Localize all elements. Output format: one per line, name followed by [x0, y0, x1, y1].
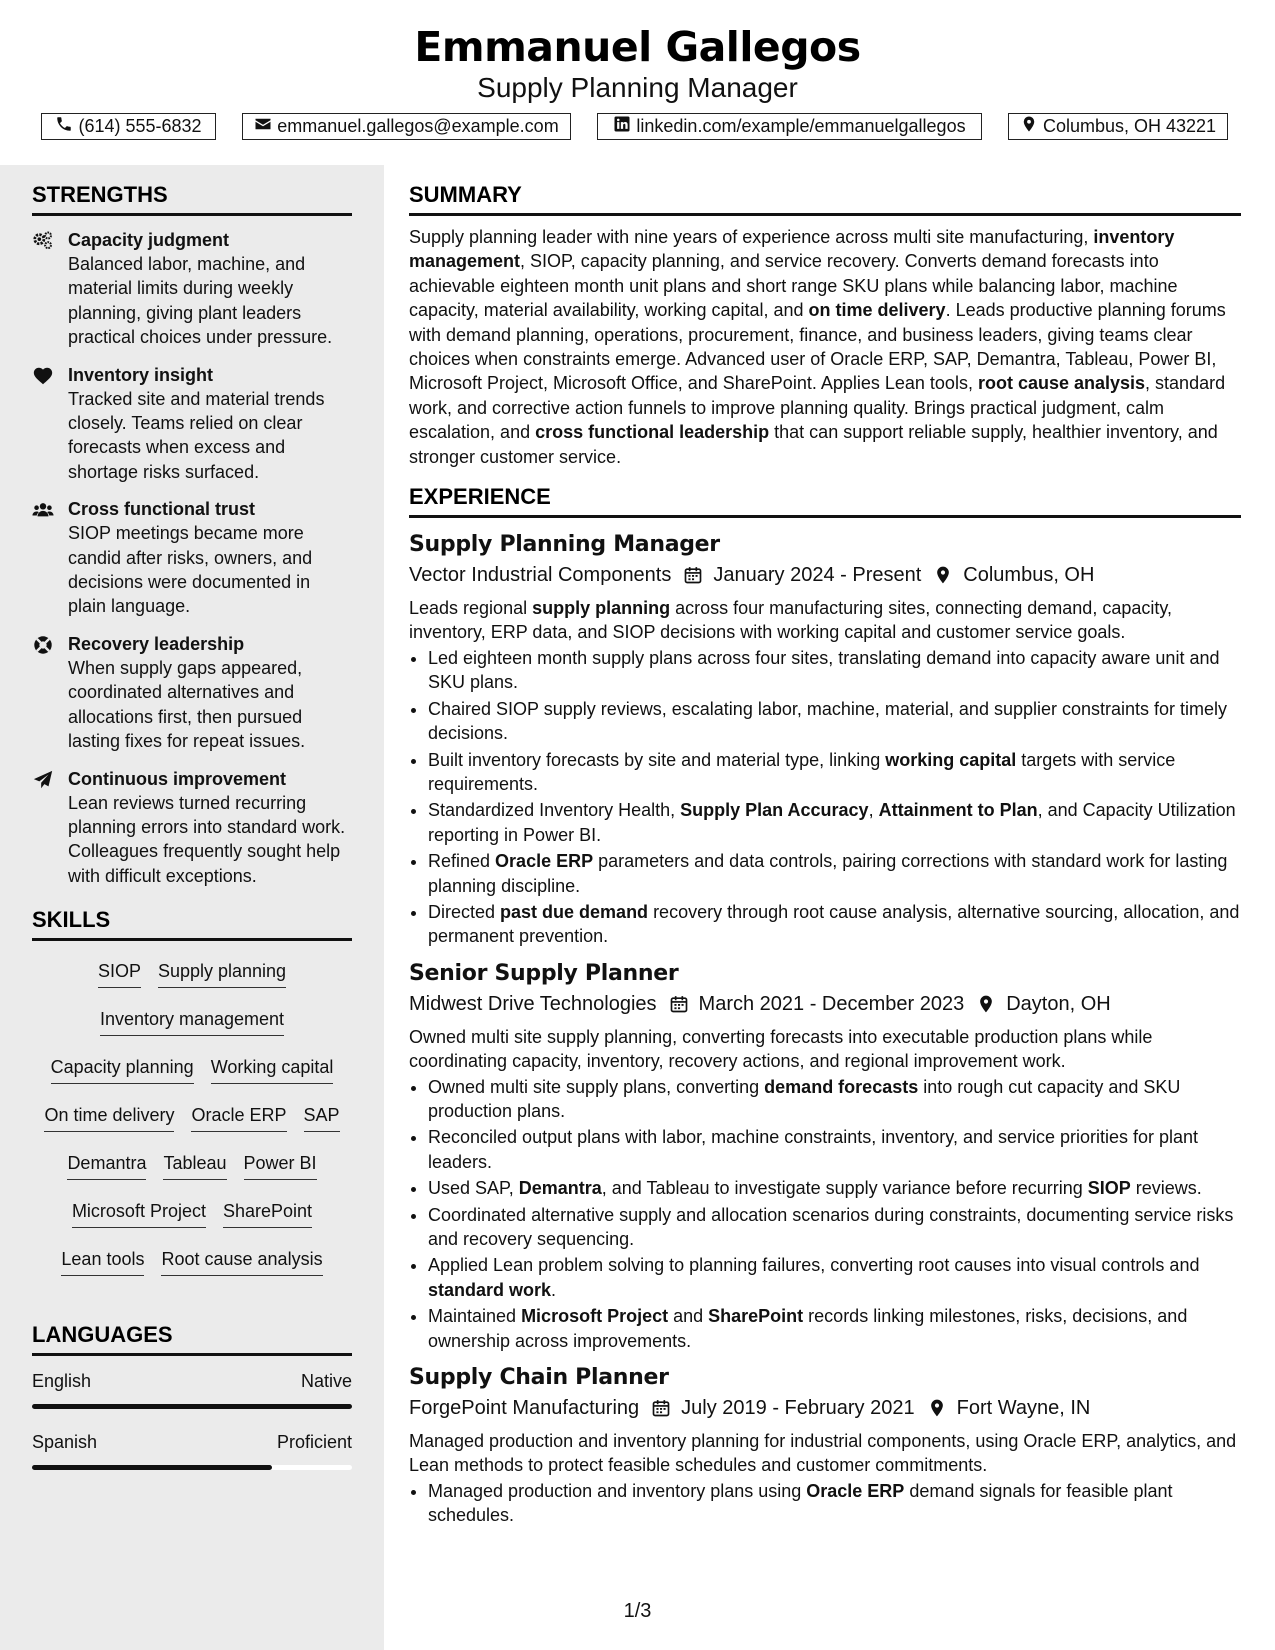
skill-tag: On time delivery [44, 1102, 174, 1132]
paper-plane-icon [32, 769, 54, 791]
language-proficiency-bar [32, 1404, 352, 1409]
job-bullet: • Coordinated alternative supply and allocation scenarios during constraints, documenting service risks and recovery sequencing. [428, 1203, 1241, 1252]
language-proficiency-bar [32, 1465, 352, 1470]
job-entry [409, 530, 1241, 949]
company-name: Midwest Drive Technologies [409, 992, 657, 1015]
job-bullets [409, 646, 1241, 949]
job-bullet: • Maintained Microsoft Project and SharePoint records linking milestones, risks, decisions, and ownership across improvements. [428, 1304, 1241, 1353]
language-item [32, 1429, 352, 1470]
language-level: Proficient [276, 1432, 352, 1453]
skills-list [32, 949, 352, 1285]
job-bullet: • Used SAP, Demantra, and Tableau to investigate supply variance before recurring SIOP reviews. [428, 1176, 1241, 1200]
linkedin-url: linkedin.com/example/emmanuelgallegos [636, 116, 966, 136]
summary-text: Supply planning leader with nine years of experience across multi site manufacturing, inventory management, SIOP, capacity planning, and service recovery. Converts demand forecasts into achievable eighteen month unit plans and short range SKU plans while balancing labor, machine capacity, material availability, working capital, and on time delivery. Leads productive planning forums with demand planning, operations, procurement, finance, and business leaders, giving teams clear choices when constraints emerge. Advanced user of Oracle ERP, SAP, Demantra, Tableau, Power BI, Microsoft Project, Microsoft Office, and SharePoint. Applies Lean tools, root cause analysis, standard work, and corrective action funnels to improve planning quality. Brings practical judgment, calm escalation, and cross functional leadership that can support reliable supply, healthier inventory, and stronger customer service. [409, 227, 1226, 467]
company-name: ForgePoint Manufacturing [409, 1397, 640, 1420]
skill-tag: Inventory management [100, 1006, 284, 1036]
page-number: 1/3 [623, 1600, 652, 1622]
phone-icon [55, 115, 73, 138]
users-icon [32, 499, 54, 521]
language-name: English [32, 1371, 92, 1392]
experience-list [409, 530, 1241, 1528]
main-content [409, 181, 1241, 1538]
job-intro: Managed production and inventory planning for industrial components, using Oracle ERP, analytics, and Lean methods to protect feasible schedules and customer commitments. [409, 1431, 1237, 1476]
job-location: Fort Wayne, IN [956, 1397, 1091, 1420]
experience-heading: EXPERIENCE [409, 483, 1241, 518]
skill-tag: Power BI [244, 1150, 317, 1180]
email-contact[interactable] [242, 113, 571, 140]
location-contact [1008, 113, 1228, 140]
job-bullets [409, 1075, 1241, 1353]
job-bullet: • Directed past due demand recovery through root cause analysis, alternative sourcing, allocation, and permanent prevention. [428, 900, 1241, 949]
job-title: Supply Chain Planner [409, 1365, 669, 1391]
email-address: emmanuel.gallegos@example.com [277, 116, 559, 136]
heart-icon [32, 365, 54, 387]
job-intro: Owned multi site supply planning, converting forecasts into executable production plans while coordinating capacity, inventory, recovery actions, and regional improvement work. [409, 1026, 1153, 1072]
envelope-icon [254, 115, 272, 138]
skill-tag: Supply planning [158, 958, 286, 988]
skill-tag: SharePoint [223, 1198, 312, 1228]
job-meta [409, 560, 1241, 590]
strength-description: Balanced labor, machine, and material limits during weekly planning, giving plant leaders practical choices under pressure. [68, 254, 333, 348]
job-dates: January 2024 - Present [713, 564, 922, 587]
skill-tag: Microsoft Project [72, 1198, 206, 1228]
phone-contact[interactable] [41, 113, 216, 140]
calendar-icon [669, 994, 689, 1014]
company-name: Vector Industrial Components [409, 564, 672, 587]
strength-title: Inventory insight [68, 364, 214, 385]
job-meta [409, 1393, 1241, 1423]
skill-tag: Tableau [163, 1150, 226, 1180]
skill-tag: Capacity planning [51, 1054, 194, 1084]
job-bullet: • Reconciled output plans with labor, machine constraints, inventory, and service priorities for plant leaders. [428, 1125, 1241, 1174]
skills-heading: SKILLS [32, 906, 352, 941]
strength-description: SIOP meetings became more candid after risks, owners, and decisions were documented in plain language. [68, 523, 313, 617]
strength-description: When supply gaps appeared, coordinated alternatives and allocations first, then pursued lasting fixes for repeat issues. [68, 657, 306, 752]
strength-item [32, 363, 352, 485]
job-bullets [409, 1479, 1241, 1528]
skill-tag: Working capital [211, 1054, 334, 1084]
summary-heading: SUMMARY [409, 181, 1241, 216]
linkedin-contact[interactable] [597, 113, 982, 140]
skill-tag: Oracle ERP [191, 1102, 286, 1132]
skill-tag: Root cause analysis [161, 1246, 322, 1276]
job-bullet: • Standardized Inventory Health, Supply Plan Accuracy, Attainment to Plan, and Capacity Utilization reporting in Power BI. [428, 798, 1241, 847]
job-location: Dayton, OH [1006, 992, 1111, 1015]
job-bullet: • Built inventory forecasts by site and material type, linking working capital targets with service requirements. [428, 748, 1241, 797]
location-text: Columbus, OH 43221 [1042, 116, 1217, 136]
language-item [32, 1368, 352, 1409]
strength-description: Lean reviews turned recurring planning errors into standard work. Colleagues frequently sought help with difficult exceptions. [68, 792, 346, 886]
language-proficiency-fill [32, 1465, 272, 1470]
linkedin-icon [613, 115, 631, 138]
strength-item [32, 767, 352, 889]
strength-title: Capacity judgment [68, 230, 230, 250]
job-bullet: • Led eighteen month supply plans across four sites, translating demand into capacity aware unit and SKU plans. [428, 646, 1241, 695]
languages-heading: LANGUAGES [32, 1321, 352, 1356]
job-bullet: • Refined Oracle ERP parameters and data controls, pairing corrections with standard work for lasting planning discipline. [428, 849, 1241, 898]
job-dates: March 2021 - December 2023 [698, 992, 965, 1015]
job-entry [409, 959, 1241, 1353]
calendar-icon [683, 565, 703, 585]
map-pin-icon [1020, 115, 1038, 138]
strength-item [32, 497, 352, 619]
job-title: Supply Planning Manager [409, 532, 720, 558]
gears-icon [32, 230, 54, 252]
resume-header [0, 22, 1275, 104]
sidebar [32, 181, 352, 1490]
job-entry [409, 1363, 1241, 1528]
phone-number: (614) 555-6832 [78, 116, 202, 136]
contact-bar [41, 113, 1228, 140]
job-location: Columbus, OH [963, 564, 1095, 587]
candidate-name: Emmanuel Gallegos [414, 23, 861, 71]
strength-item [32, 632, 352, 754]
strength-title: Continuous improvement [68, 768, 287, 789]
strengths-heading: STRENGTHS [32, 181, 352, 216]
map-pin-icon [927, 1398, 947, 1418]
job-title: Senior Supply Planner [409, 960, 679, 986]
language-level: Native [300, 1371, 352, 1392]
skill-tag: SIOP [98, 958, 141, 988]
language-name: Spanish [32, 1432, 98, 1453]
strength-title: Cross functional trust [68, 499, 256, 520]
job-bullet: • Owned multi site supply plans, converting demand forecasts into rough cut capacity and SKU production plans. [428, 1075, 1241, 1124]
candidate-role: Supply Planning Manager [477, 72, 798, 103]
map-pin-icon [933, 565, 953, 585]
strength-description: Tracked site and material trends closely. Teams relied on clear forecasts when excess and shortage risks surfaced. [68, 388, 325, 482]
strength-item [32, 228, 352, 350]
job-bullet: • Applied Lean problem solving to planning failures, converting root causes into visual controls and standard work. [428, 1253, 1241, 1302]
calendar-icon [651, 1398, 671, 1418]
map-pin-icon [976, 994, 996, 1014]
life-ring-icon [32, 634, 54, 656]
language-proficiency-fill [32, 1404, 352, 1409]
skill-tag: SAP [304, 1102, 340, 1132]
strength-title: Recovery leadership [68, 633, 245, 654]
job-meta [409, 989, 1241, 1019]
job-dates: July 2019 - February 2021 [681, 1397, 915, 1420]
skill-tag: Lean tools [61, 1246, 144, 1276]
skill-tag: Demantra [67, 1150, 146, 1180]
job-bullet: • Managed production and inventory plans using Oracle ERP demand signals for feasible plant schedules. [428, 1479, 1241, 1528]
job-bullet: • Chaired SIOP supply reviews, escalating labor, machine, material, and supplier constraints for timely decisions. [428, 697, 1241, 746]
job-intro: Leads regional supply planning across four manufacturing sites, connecting demand, capacity, inventory, ERP data, and SIOP decisions with working capital and customer service goals. [409, 598, 1173, 643]
